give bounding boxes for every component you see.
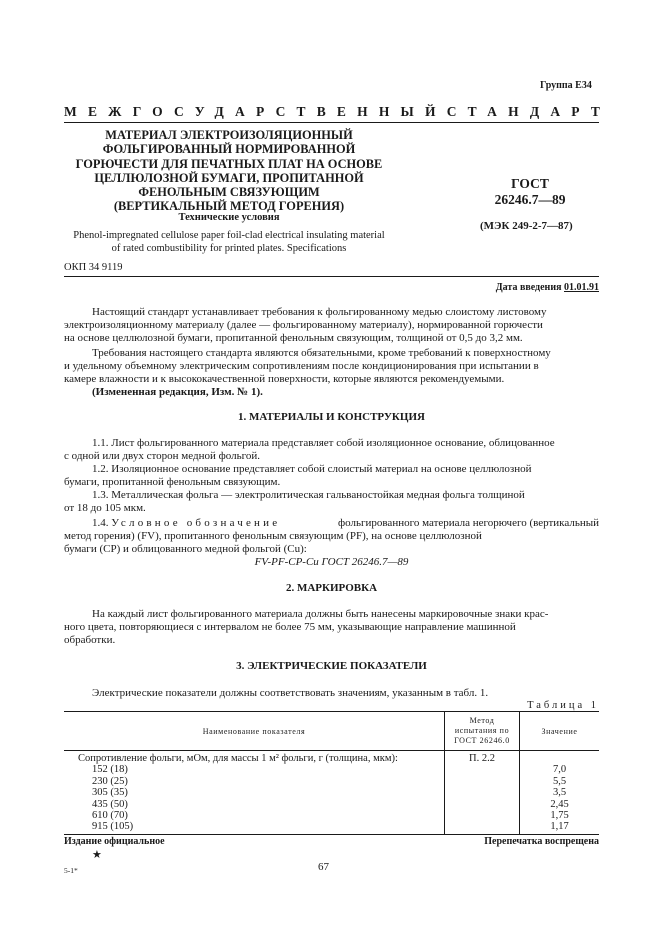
table-row xyxy=(64,764,599,775)
row-value: 5,5 xyxy=(552,775,567,787)
document-subtitle: Технические условия xyxy=(178,212,280,223)
row-title: Сопротивление фольги, мОм, для массы 1 м² фольги, г (толщина, мкм): xyxy=(64,751,445,765)
standard-banner xyxy=(64,104,612,120)
clause-1-1 xyxy=(64,437,599,463)
title-line: ЦЕЛЛЮЛОЗНОЙ БУМАГИ, ПРОПИТАННОЙ xyxy=(94,170,364,185)
date-value: 01.01.91 xyxy=(564,282,599,293)
text-line: 1.2. Изоляционное основание представляет собой слоистый материал на основе целлюлозной xyxy=(92,463,532,475)
banner-word-standard: СТАНДАРТ xyxy=(446,104,612,119)
text-fragment: фольгированного материала негорючего (вертикальный xyxy=(338,517,599,529)
document-title xyxy=(64,128,394,214)
clause-1-2 xyxy=(64,463,599,489)
text-line: бумаги (CP) и облицованного медной фольгой (Cu): xyxy=(64,542,307,555)
row-value: 7,0 xyxy=(552,764,567,776)
english-title-line: of rated combustibility for printed plates. Specifications xyxy=(111,243,347,254)
row-value: 2,45 xyxy=(550,798,569,810)
marking-paragraph xyxy=(64,608,599,646)
text-line: с одной или двух сторон медной фольгой. xyxy=(64,449,260,462)
section-heading-electrical: 3. ЭЛЕКТРИЧЕСКИЕ ПОКАЗАТЕЛИ xyxy=(236,660,427,672)
introduction-date xyxy=(496,282,599,293)
text-line: ного цвета, повторяющиеся с интервалом не более 75 мм, указывающие направление машинной xyxy=(64,620,516,633)
row-method: П. 2.2 xyxy=(445,751,520,765)
row-mass: 435 (50) xyxy=(64,799,445,810)
text-line: обработки. xyxy=(64,633,116,646)
okp-code: ОКП 34 9119 xyxy=(64,262,123,273)
row-value: 1,75 xyxy=(550,810,569,822)
title-line: МАТЕРИАЛ ЭЛЕКТРОИЗОЛЯЦИОННЫЙ xyxy=(105,128,353,142)
header-method-line: ГОСТ 26246.0 xyxy=(454,736,510,745)
row-mass: 610 (70) xyxy=(64,810,445,821)
banner-word-interstate: МЕЖГОСУДАРСТВЕННЫЙ xyxy=(64,104,447,119)
table-row xyxy=(64,821,599,834)
header-method xyxy=(445,712,520,751)
section-heading-materials: 1. МАТЕРИАЛЫ И КОНСТРУКЦИЯ xyxy=(238,411,425,423)
table-intro: Электрические показатели должны соответствовать значениям, указанным в табл. 1. xyxy=(92,687,489,699)
table-row xyxy=(64,776,599,787)
table-row xyxy=(64,751,599,765)
text-line: 1.1. Лист фольгированного материала представляет собой изоляционное основание, облицованное xyxy=(92,437,555,449)
group-label: Группа Е34 xyxy=(540,80,592,91)
text-line: бумаги, пропитанной фенольным связующим. xyxy=(64,475,281,488)
text-line: Требования настоящего стандарта являются обязательными, кроме требований к поверхностному xyxy=(92,347,551,359)
row-value: 3,5 xyxy=(552,787,567,799)
text-line: На каждый лист фольгированного материала должны быть нанесены маркировочные знаки крас- xyxy=(92,608,549,620)
table-row xyxy=(64,787,599,798)
print-mark: 5-1* xyxy=(64,866,78,875)
header-method-line: испытания по xyxy=(454,726,510,735)
clause-1-4 xyxy=(64,517,599,555)
header-name: Наименование показателя xyxy=(64,712,445,751)
text-line: Настоящий стандарт устанавливает требования к фольгированному медью слоистому листовому xyxy=(92,306,547,318)
header-rule xyxy=(64,122,599,123)
clause-term: Условное обозначение xyxy=(111,517,281,529)
table-label: Таблица 1 xyxy=(527,700,599,711)
amendment-note: (Измененная редакция, Изм. № 1). xyxy=(92,386,263,398)
star-icon: ★ xyxy=(92,849,102,861)
iec-reference: (МЭК 249-2-7—87) xyxy=(480,220,573,232)
clause-number: 1.4. xyxy=(92,517,109,529)
text-line: на основе целлюлозной бумаги, пропитанной фенольным связующим, толщиной от 0,5 до 3,2 мм. xyxy=(64,331,523,344)
material-designation: FV-PF-CP-Cu ГОСТ 26246.7—89 xyxy=(254,556,409,568)
official-edition-label: Издание официальное xyxy=(64,836,165,847)
row-method-empty xyxy=(445,821,520,834)
gost-label: ГОСТ xyxy=(511,176,549,191)
text-line: 1.3. Металлическая фольга — электролитическая гальваностойкая медная фольга толщиной xyxy=(92,489,525,501)
gost-number: 26246.7—89 xyxy=(494,192,566,207)
english-title xyxy=(64,229,394,255)
row-method-empty xyxy=(445,764,520,775)
row-method-empty xyxy=(445,810,520,821)
table-row xyxy=(64,799,599,810)
text-line: метод горения) (FV), пропитанного фенольным связующим (PF), на основе целлюлозной xyxy=(64,529,482,542)
section-heading-marking: 2. МАРКИРОВКА xyxy=(285,582,378,594)
reprint-prohibited-label: Перепечатка воспрещена xyxy=(484,836,599,847)
intro-paragraph xyxy=(64,306,599,344)
date-label: Дата введения xyxy=(495,282,562,293)
clause-1-3 xyxy=(64,489,599,515)
row-method-empty xyxy=(445,787,520,798)
header-method-line: Метод xyxy=(469,716,495,725)
row-mass: 915 (105) xyxy=(64,821,445,834)
row-value-empty xyxy=(520,751,600,765)
text-line: электроизоляционному материалу (далее — фольгированному материалу), нормированной горючести xyxy=(64,318,543,331)
row-mass: 305 (35) xyxy=(64,787,445,798)
title-line: ГОРЮЧЕСТИ ДЛЯ ПЕЧАТНЫХ ПЛАТ НА ОСНОВЕ xyxy=(75,156,383,171)
title-rule xyxy=(64,276,599,277)
header-value: Значение xyxy=(520,712,600,751)
text-line: камере влажности и к высококачественной поверхности, которые являются рекомендуемыми. xyxy=(64,372,505,385)
row-mass: 152 (18) xyxy=(64,764,445,775)
requirements-paragraph xyxy=(64,347,599,385)
row-mass: 230 (25) xyxy=(64,776,445,787)
text-line: от 18 до 105 мкм. xyxy=(64,501,146,514)
row-method-empty xyxy=(445,776,520,787)
title-line: ФЕНОЛЬНЫМ СВЯЗУЮЩИМ xyxy=(138,185,320,200)
title-line: (ВЕРТИКАЛЬНЫЙ МЕТОД ГОРЕНИЯ) xyxy=(113,199,345,214)
page-number: 67 xyxy=(318,861,329,873)
gost-designation xyxy=(470,176,590,208)
clause-1-4-first-line xyxy=(64,517,599,530)
row-method-empty xyxy=(445,799,520,810)
row-value: 1,17 xyxy=(550,821,569,833)
electrical-table xyxy=(64,711,599,835)
table-row xyxy=(64,810,599,821)
title-line: ФОЛЬГИРОВАННЫЙ НОРМИРОВАННОЙ xyxy=(102,142,356,157)
text-line: и удельному объемному электрическим сопротивлениям после кондиционирования при испытании в xyxy=(64,359,539,372)
english-title-line: Phenol-impregnated cellulose paper foil-clad electrical insulating material xyxy=(73,230,385,241)
